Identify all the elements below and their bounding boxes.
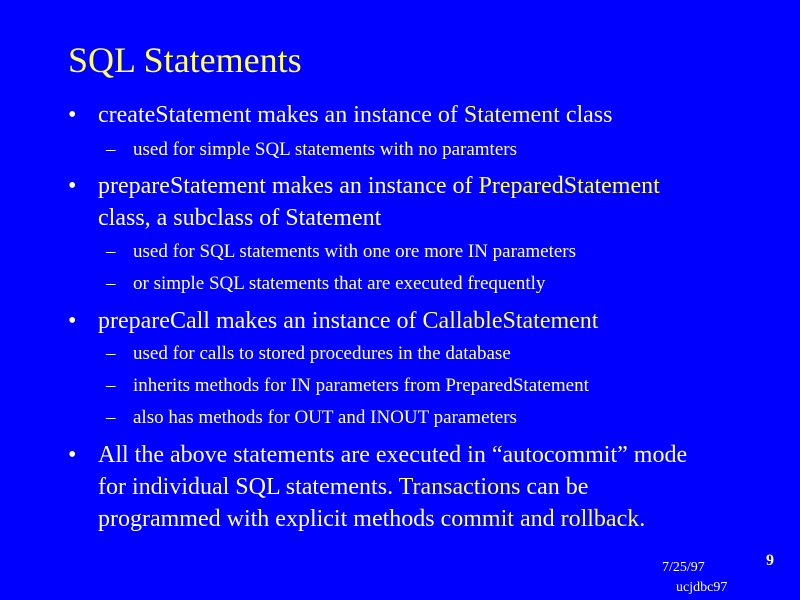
- bullet-4-line2: for individual SQL statements. Transactions can be: [98, 474, 589, 500]
- bullet-dot: •: [68, 102, 77, 128]
- slide-title: SQL Statements: [68, 40, 302, 80]
- bullet-dot: •: [68, 308, 77, 334]
- bullet-dot: •: [68, 173, 77, 199]
- bullet-2: • prepareStatement makes an instance of PreparedStatement: [98, 170, 660, 202]
- footer-date: 7/25/97: [662, 560, 705, 575]
- sub-bullet-3-3: – also has methods for OUT and INOUT parameters: [106, 407, 517, 428]
- sub-bullet-2-2: – or simple SQL statements that are executed frequently: [106, 273, 546, 294]
- sub-bullet-3-1: – used for calls to stored procedures in the database: [106, 343, 511, 364]
- sub-bullet-1-1: – used for simple SQL statements with no paramters: [106, 139, 517, 160]
- code-callablestatement: CallableStatement: [422, 308, 599, 334]
- bullet-2-line2: class, a subclass of Statement: [98, 205, 382, 231]
- page-number: 9: [766, 552, 774, 569]
- bullet-4-line3: programmed with explicit methods commit and rollback.: [98, 506, 646, 532]
- bullet-1: • createStatement makes an instance of Statement class: [98, 99, 612, 131]
- footer-code: ucjdbc97: [676, 580, 728, 595]
- code-rollback: rollback: [560, 506, 640, 532]
- sub-bullet-2-1: – used for SQL statements with one ore more IN parameters: [106, 241, 577, 262]
- code-commit: commit: [440, 506, 514, 532]
- code-preparedstatement: PreparedStatement: [478, 173, 660, 199]
- bullet-3: • prepareCall makes an instance of CallableStatement: [98, 305, 598, 337]
- bullet-4: • All the above statements are executed in “autocommit” mode: [98, 439, 687, 471]
- code-statement: Statement: [463, 102, 560, 128]
- bullet-dot: •: [68, 442, 77, 468]
- code-transactions: Transactions: [398, 474, 521, 500]
- sub-bullet-3-2: – inherits methods for IN parameters from PreparedStatement: [106, 375, 589, 396]
